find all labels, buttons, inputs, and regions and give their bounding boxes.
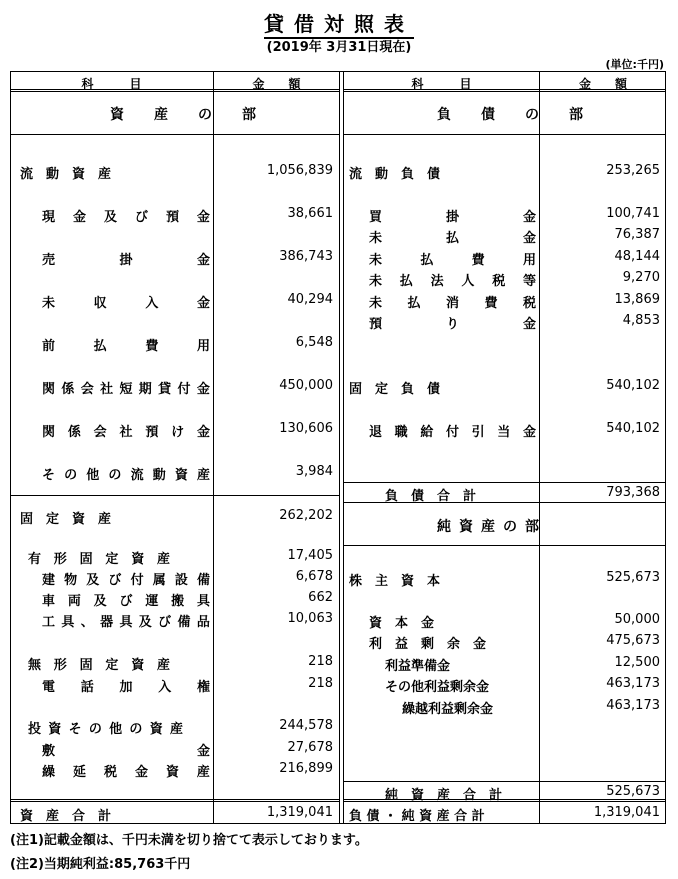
divider	[10, 495, 340, 496]
asset-label: 建 物 及 び 付 属 設 備	[42, 573, 210, 588]
asset-value: 17,405	[287, 548, 333, 563]
asset-label: 前 払 費 用	[42, 339, 210, 354]
asset-label: 無 形 固 定 資 産	[28, 658, 170, 673]
divider	[10, 134, 340, 135]
report-date: (2019年 3月31日現在)	[266, 40, 412, 55]
grand-total-label: 負 債 ・ 純 資 産 合 計	[349, 809, 485, 824]
asset-value: 244,578	[279, 718, 333, 733]
liability-value: 13,869	[614, 292, 660, 307]
divider	[339, 71, 340, 824]
divider	[10, 799, 340, 802]
asset-value: 216,899	[279, 761, 333, 776]
liabilities-section-title: 負 債 の 部	[437, 107, 591, 123]
asset-value: 38,661	[287, 206, 333, 221]
net-asset-value: 475,673	[606, 633, 660, 648]
left-item-header: 科 目	[81, 77, 142, 91]
asset-label: 敷 金	[42, 744, 210, 759]
net-assets-total-label: 純 資 産 合 計	[385, 788, 503, 803]
unit-label: (単位:千円)	[605, 58, 664, 71]
asset-value: 450,000	[279, 378, 333, 393]
asset-value: 262,202	[279, 508, 333, 523]
net-asset-value: 50,000	[614, 612, 660, 627]
net-asset-value: 463,173	[606, 698, 660, 713]
asset-label: 関 係 会 社 預 け 金	[42, 425, 210, 440]
asset-value: 662	[308, 590, 333, 605]
assets-total-value: 1,319,041	[266, 805, 333, 820]
asset-label: そ の 他 の 流 動 資 産	[42, 468, 210, 483]
liability-value: 540,102	[606, 421, 660, 436]
liabilities-total-label: 負 債 合 計	[385, 489, 477, 504]
asset-value: 10,063	[287, 611, 333, 626]
divider	[343, 781, 666, 782]
net-asset-label: 利 益 剰 余 金	[369, 637, 487, 652]
liability-value: 4,853	[622, 313, 660, 328]
net-asset-value: 463,173	[606, 676, 660, 691]
asset-label: 電 話 加 入 権	[42, 680, 210, 695]
liability-value: 9,270	[622, 270, 660, 285]
liability-label: 固 定 負 債	[349, 382, 441, 397]
divider	[213, 71, 214, 824]
liabilities-total-value: 793,368	[606, 485, 660, 500]
asset-label: 固 定 資 産	[20, 512, 112, 527]
liability-label: 流 動 負 債	[349, 167, 441, 182]
assets-section-title: 資 産 の 部	[110, 107, 264, 123]
net-assets-total-value: 525,673	[606, 784, 660, 799]
asset-label: 関 係 会 社 短 期 貸 付 金	[42, 382, 210, 397]
liability-label: 退 職 給 付 引 当 金	[369, 425, 536, 440]
net-asset-value: 12,500	[614, 655, 660, 670]
asset-label: 車 両 及 び 運 搬 具	[42, 594, 210, 609]
net-assets-section-title: 純資産の部	[437, 519, 547, 535]
grand-total-value: 1,319,041	[593, 805, 660, 820]
liability-value: 76,387	[614, 227, 660, 242]
net-asset-label: 繰越利益剰余金	[402, 702, 494, 717]
liability-label: 未 払 法 人 税 等	[369, 274, 536, 289]
asset-value: 1,056,839	[266, 163, 333, 178]
asset-value: 27,678	[287, 740, 333, 755]
note-2: (注2)当期純利益:85,763千円	[10, 857, 191, 872]
asset-value: 6,678	[295, 569, 333, 584]
liability-label: 買 掛 金	[369, 210, 536, 225]
right-amount-header: 金 額	[578, 77, 627, 91]
net-asset-label: その他利益剰余金	[385, 680, 490, 695]
asset-label: 売 掛 金	[42, 253, 210, 268]
net-asset-value: 525,673	[606, 570, 660, 585]
liability-label: 未 払 費 用	[369, 253, 536, 268]
liability-label: 預 り 金	[369, 317, 536, 332]
asset-value: 386,743	[279, 249, 333, 264]
liability-value: 100,741	[606, 206, 660, 221]
asset-value: 130,606	[279, 421, 333, 436]
divider	[343, 134, 666, 135]
asset-label: 繰 延 税 金 資 産	[42, 765, 210, 780]
liability-label: 未 払 金	[369, 231, 536, 246]
divider	[343, 482, 666, 483]
asset-label: 流 動 資 産	[20, 167, 112, 182]
document-title: 貸借対照表	[0, 8, 678, 37]
liability-value: 540,102	[606, 378, 660, 393]
left-amount-header: 金 額	[252, 77, 301, 91]
net-asset-label: 利益準備金	[385, 659, 451, 674]
right-item-header: 科 目	[411, 77, 472, 91]
asset-value: 40,294	[287, 292, 333, 307]
asset-value: 3,984	[295, 464, 333, 479]
liability-label: 未 払 消 費 税	[369, 296, 536, 311]
net-asset-label: 資 本 金	[369, 616, 435, 631]
divider	[343, 71, 344, 824]
net-asset-label: 株 主 資 本	[349, 574, 441, 589]
note-1: (注1)記載金額は、千円未満を切り捨てて表示しております。	[10, 833, 368, 848]
liability-value: 253,265	[606, 163, 660, 178]
asset-value: 218	[308, 654, 333, 669]
asset-value: 6,548	[295, 335, 333, 350]
asset-label: 投 資 そ の 他 の 資 産	[28, 722, 183, 737]
liability-value: 48,144	[614, 249, 660, 264]
asset-label: 現 金 及 び 預 金	[42, 210, 210, 225]
divider	[343, 545, 666, 546]
asset-label: 未 収 入 金	[42, 296, 210, 311]
asset-value: 218	[308, 676, 333, 691]
asset-label: 有 形 固 定 資 産	[28, 552, 170, 567]
asset-label: 工 具 、 器 具 及 び 備 品	[42, 615, 210, 630]
assets-total-label: 資 産 合 計	[20, 809, 112, 824]
